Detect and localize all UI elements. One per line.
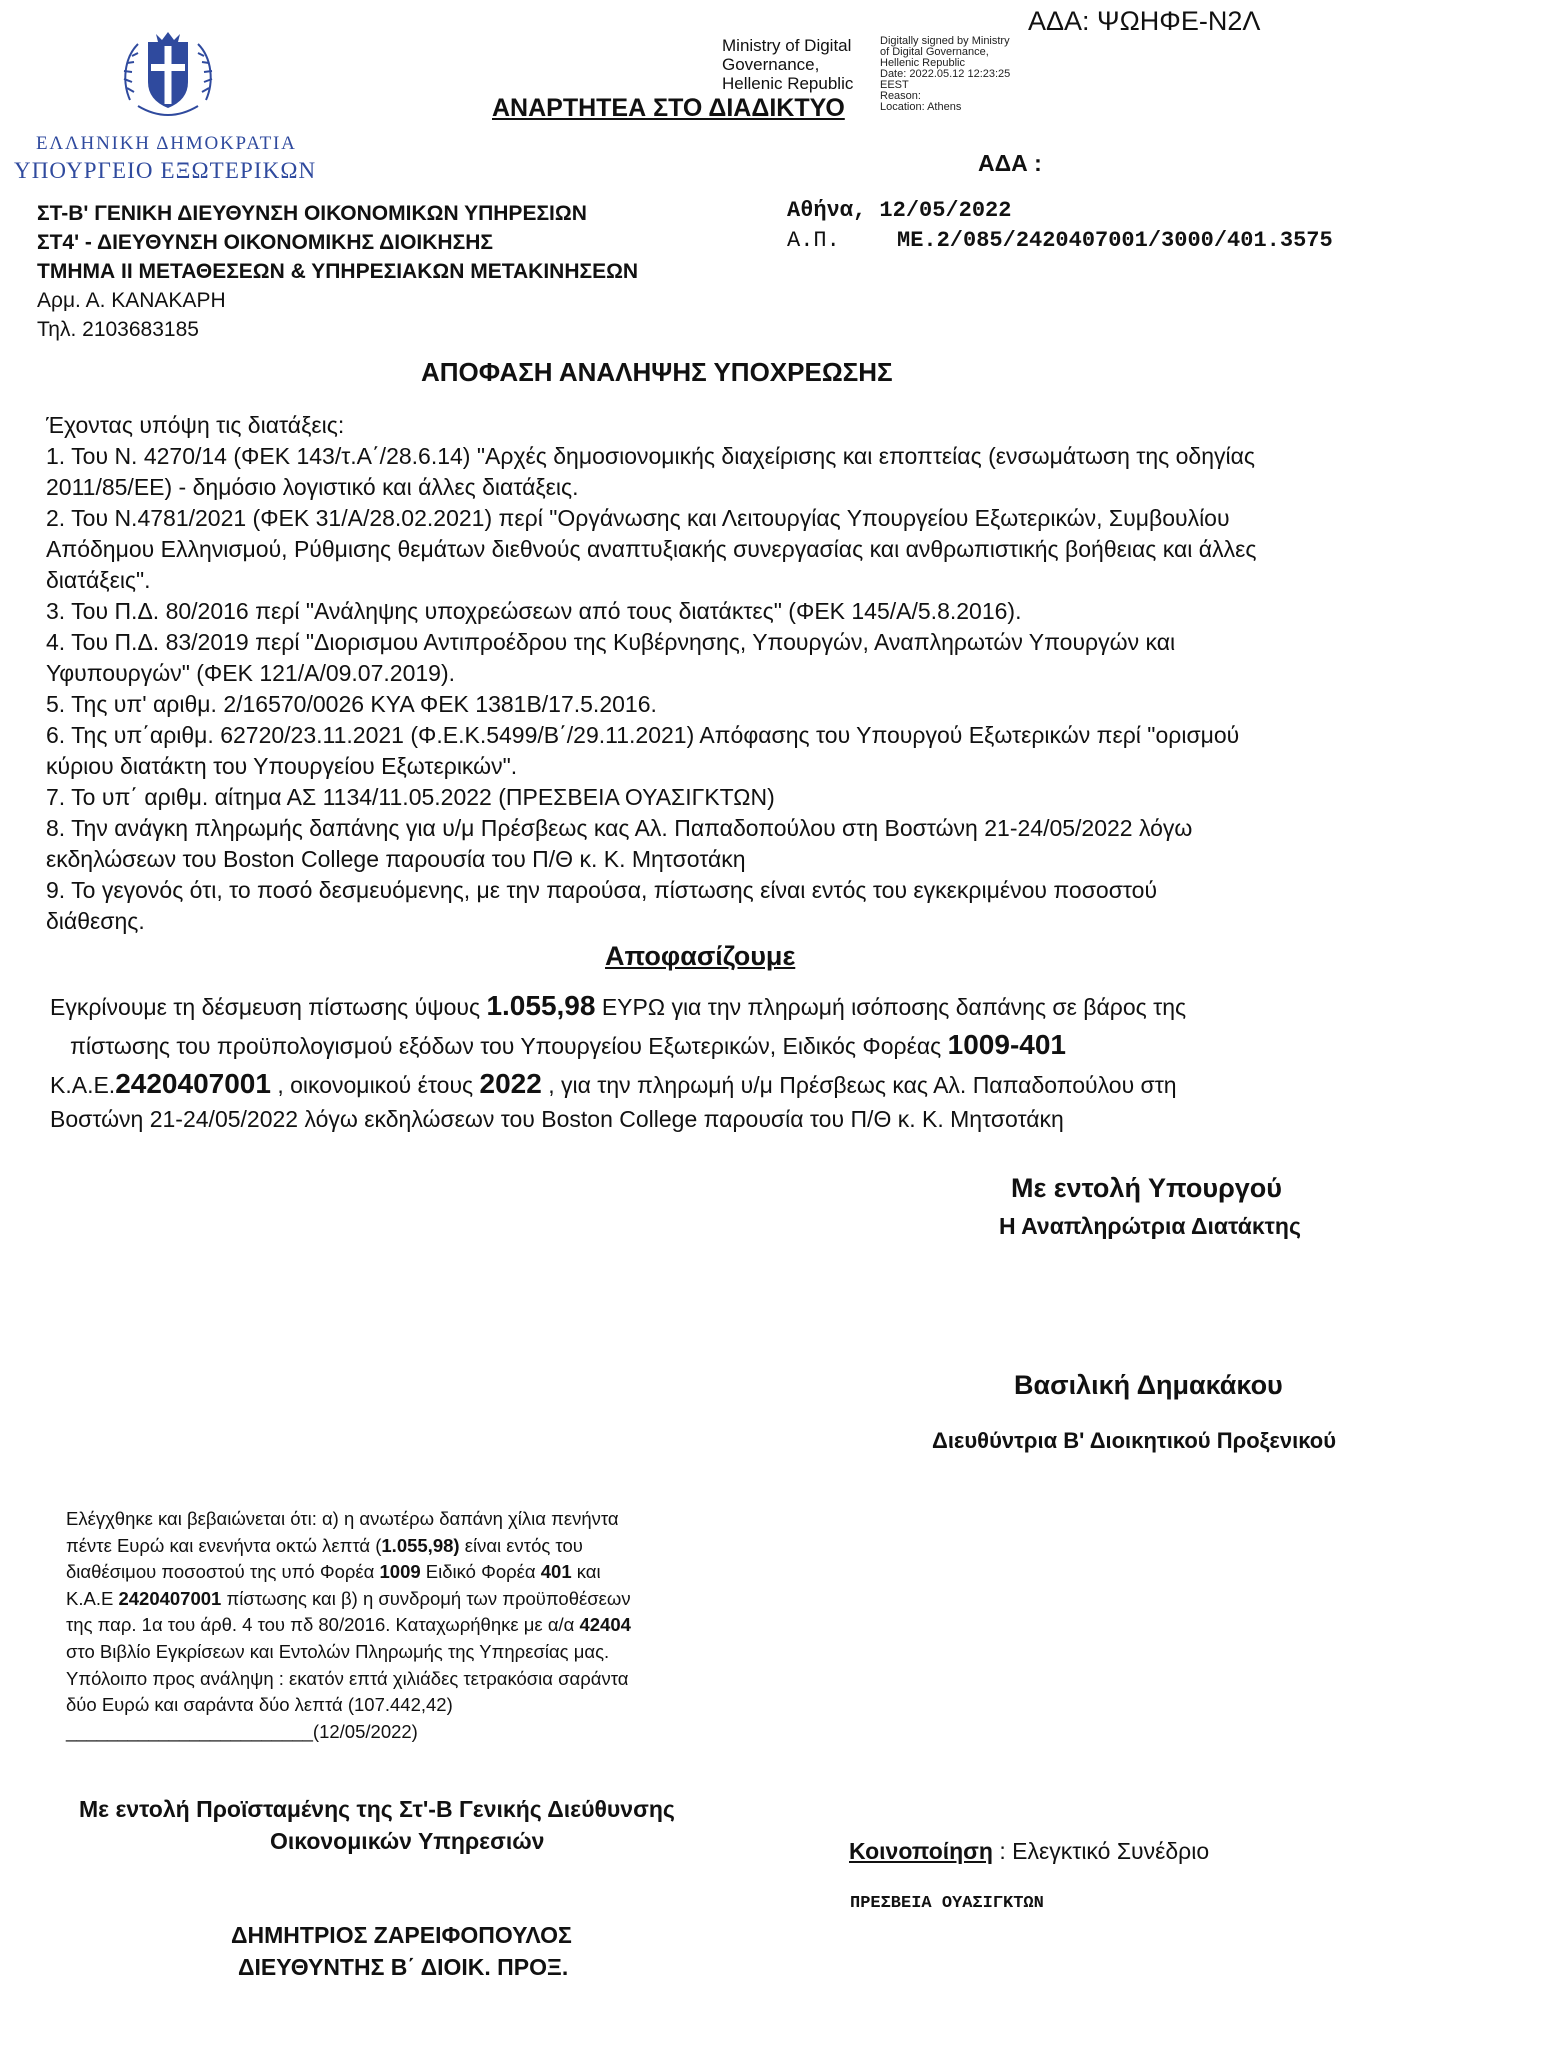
bottom-signer-name: ΔΗΜΗΤΡΙΟΣ ΖΑΡΕΙΦΟΠΟΥΛΟΣ: [231, 1922, 572, 1948]
considerations-intro: Έχοντας υπόψη τις διατάξεις:: [46, 412, 345, 438]
digital-signature-left: [722, 36, 853, 93]
consideration-line: 3. Του Π.Δ. 80/2016 περί "Ανάληψης υποχρεώσεων από τους διατάκτες" (ΦΕΚ 145/Α/5.8.2016).: [46, 598, 1022, 624]
signer-order: Με εντολή Υπουργού: [1011, 1173, 1283, 1203]
verification-line: Ελέγχθηκε και βεβαιώνεται ότι: α) η ανωτέρω δαπάνη χίλια πενήντα: [66, 1508, 619, 1529]
consideration-line: 8. Την ανάγκη πληρωμής δαπάνης για υ/μ Πρέσβεως κας Αλ. Παπαδοπούλου στη Βοστώνη 21-24/05/2022 λόγω: [46, 815, 1193, 841]
verification-line: διαθέσιμου ποσοστού της υπό Φορέα 1009 Ειδικό Φορέα 401 και: [66, 1561, 601, 1583]
coat-of-arms-icon: [118, 30, 218, 126]
consideration-line: κύριου διατάκτη του Υπουργείου Εξωτερικών".: [46, 753, 518, 779]
consideration-line: Υφυπουργών" (ΦΕΚ 121/Α/09.07.2019).: [46, 660, 455, 686]
emblem-line2: ΥΠΟΥΡΓΕΙΟ ΕΞΩΤΕΡΙΚΩΝ: [14, 158, 317, 183]
distribution-cc: ΠΡΕΣΒΕΙΑ ΟΥΑΣΙΓΚΤΩΝ: [850, 1894, 1044, 1913]
sender-phone: Τηλ. 2103683185: [37, 318, 199, 341]
agency-code: 1009-401: [947, 1029, 1066, 1060]
signature-detail: of Digital Governance,: [880, 46, 989, 58]
verification-line: Υπόλοιπο προς ανάληψη : εκατόν επτά χιλιάδες τετρακόσια σαράντα: [66, 1667, 629, 1689]
protocol-number: ΜΕ.2/085/2420407001/3000/401.3575: [897, 228, 1333, 253]
consideration-line: Απόδημου Ελληνισμού, Ρύθμισης θεμάτων διεθνούς αναπτυξιακής συνεργασίας και ανθρωπιστικής βοήθειας και άλλες: [46, 536, 1257, 562]
consideration-line: 9. Το γεγονός ότι, το ποσό δεσμευόμενης, με την παρούσα, πίστωσης είναι εντός του εγκεκριμένου ποσοστού: [46, 877, 1158, 903]
verification-line: Κ.Α.Ε 2420407001 πίστωσης και β) η συνδρομή των προϋποθέσεων: [66, 1587, 631, 1609]
sender-department: ΤΜΗΜΑ ΙΙ ΜΕΤΑΘΕΣΕΩΝ & ΥΠΗΡΕΣΙΑΚΩΝ ΜΕΤΑΚΙΝΗΣΕΩΝ: [37, 260, 639, 283]
publish-header: ΑΝΑΡΤΗΤΕΑ ΣΤΟ ΔΙΑΔΙΚΤΥΟ: [492, 94, 845, 122]
verification-note: [66, 1506, 631, 1745]
distribution: Κοινοποίηση : Ελεγκτικό Συνέδριο: [849, 1838, 1210, 1864]
signer-role: Η Αναπληρώτρια Διατάκτης: [999, 1213, 1301, 1239]
signature-detail: Location: Athens: [880, 101, 962, 113]
ada-label: ΑΔΑ :: [978, 150, 1042, 176]
ada-top: ΑΔΑ: ΨΩΗΦΕ-Ν2Λ: [1028, 6, 1261, 36]
decision-line: πίστωσης του προϋπολογισμού εξόδων του Υπουργείου Εξωτερικών, Ειδικός Φορέας 1009-401: [70, 1029, 1066, 1060]
decision-line: Κ.Α.Ε.2420407001 , οικονομικού έτους 2022 , για την πληρωμή υ/μ Πρέσβεως κας Αλ. Παπαδοπούλου στη: [50, 1068, 1177, 1099]
consideration-line: 2. Του Ν.4781/2021 (ΦΕΚ 31/Α/28.02.2021) περί "Οργάνωσης και Λειτουργίας Υπουργείου Εξωτερικών, Συμβουλίου: [46, 505, 1230, 531]
verification-line: στο Βιβλίο Εγκρίσεων και Εντολών Πληρωμής της Υπηρεσίας μας.: [66, 1640, 610, 1662]
digital-signature-right: [880, 36, 1010, 113]
approved-amount: 1.055,98: [486, 990, 596, 1021]
decision-paragraph: [50, 987, 1186, 1134]
distribution-label: Κοινοποίηση: [849, 1838, 993, 1864]
bottom-signer-order: Με εντολή Προϊσταμένης της Στ'-Β Γενικής Διεύθυνσης: [79, 1796, 675, 1822]
consideration-line: εκδηλώσεων του Boston College παρουσία του Π/Θ κ. Κ. Μητσοτάκη: [46, 846, 746, 872]
signer-position: Διευθύντρια Β' Διοικητικού Προξενικού: [932, 1428, 1337, 1453]
bottom-signer-office: Οικονομικών Υπηρεσιών: [270, 1828, 545, 1854]
consideration-line: 5. Της υπ' αριθμ. 2/16570/0026 ΚΥΑ ΦΕΚ 1381Β/17.5.2016.: [46, 691, 657, 717]
consideration-line: 6. Της υπ΄αριθμ. 62720/23.11.2021 (Φ.Ε.Κ.5499/Β΄/29.11.2021) Απόφασης του Υπουργού Εξωτερικών περί "ορισμού: [46, 722, 1240, 748]
sender-block: [37, 199, 638, 344]
verification-line: ________________________(12/05/2022): [66, 1720, 418, 1742]
consideration-line: διατάξεις".: [46, 567, 151, 593]
verification-line: δύο Ευρώ και σαράντα δύο λεπτά (107.442,42): [66, 1694, 453, 1716]
consideration-line: 2011/85/ΕΕ) - δημόσιο λογιστικό και άλλες διατάξεις.: [46, 474, 579, 500]
decision-line: Εγκρίνουμε τη δέσμευση πίστωσης ύψους 1.055,98 ΕΥΡΩ για την πληρωμή ισόποσης δαπάνης σε βάρος της: [50, 990, 1187, 1021]
verification-line: πέντε Ευρώ και ενενήντα οκτώ λεπτά (1.055,98) είναι εντός του: [66, 1534, 583, 1556]
bottom-signer-title: ΔΙΕΥΘΥΝΤΗΣ Β΄ ΔΙΟΙΚ. ΠΡΟΞ.: [238, 1954, 569, 1980]
consideration-line: 4. Του Π.Δ. 83/2019 περί "Διορισμου Αντιπροέδρου της Κυβέρνησης, Υπουργών, Αναπληρωτών Υπουργών και: [46, 629, 1176, 655]
signature-detail: EEST: [880, 79, 909, 91]
fiscal-year: 2022: [479, 1068, 542, 1099]
sender-general-directorate: ΣΤ-Β' ΓΕΝΙΚΗ ΔΙΕΥΘΥΝΣΗ ΟΙΚΟΝΟΜΙΚΩΝ ΥΠΗΡΕΣΙΩΝ: [37, 202, 587, 225]
sender-directorate: ΣΤ4' - ΔΙΕΥΘΥΝΣΗ ΟΙΚΟΝΟΜΙΚΗΣ ΔΙΟΙΚΗΣΗΣ: [37, 231, 493, 254]
signature-line: Governance,: [722, 55, 820, 74]
page-title: ΑΠΟΦΑΣΗ ΑΝΑΛΗΨΗΣ ΥΠΟΧΡΕΩΣΗΣ: [421, 357, 893, 387]
kae-code: 2420407001: [115, 1068, 271, 1099]
sender-officer: Αρμ. Α. ΚΑΝΑΚΑΡΗ: [37, 289, 226, 312]
considerations: [46, 410, 1446, 937]
signature-detail: Digitally signed by Ministry: [880, 35, 1010, 47]
signature-line: Hellenic Republic: [722, 74, 854, 93]
decision-heading: Αποφασίζουμε: [605, 941, 796, 971]
emblem-line1: ΕΛΛΗΝΙΚΗ ΔΗΜΟΚΡΑΤΙΑ: [36, 133, 297, 154]
decision-line: Βοστώνη 21-24/05/2022 λόγω εκδηλώσεων του Boston College παρουσία του Π/Θ κ. Κ. Μητσοτάκη: [50, 1106, 1064, 1132]
signature-detail: Date: 2022.05.12 12:23:25: [880, 68, 1011, 80]
consideration-line: διάθεσης.: [46, 908, 145, 934]
consideration-line: 7. Το υπ΄ αριθμ. αίτημα ΑΣ 1134/11.05.2022 (ΠΡΕΣΒΕΙΑ ΟΥΑΣΙΓΚΤΩΝ): [46, 784, 775, 810]
consideration-line: 1. Του Ν. 4270/14 (ΦΕΚ 143/τ.Α΄/28.6.14) "Αρχές δημοσιονομικής διαχείρισης και εποπτείας (ενσωμάτωση της οδηγίας: [46, 443, 1256, 469]
signature-detail: Reason:: [880, 90, 921, 102]
date-line: Αθήνα, 12/05/2022: [787, 198, 1012, 223]
signature-line: Ministry of Digital: [722, 36, 852, 55]
signature-detail: Hellenic Republic: [880, 57, 965, 69]
greek-emblem-logo: [118, 30, 218, 126]
distribution-recipient: Ελεγκτικό Συνέδριο: [1012, 1838, 1210, 1864]
signer-name: Βασιλική Δημακάκου: [1014, 1370, 1283, 1400]
protocol-label: Α.Π.: [787, 228, 840, 253]
verification-line: της παρ. 1α του άρθ. 4 του πδ 80/2016. Καταχωρήθηκε με α/α 42404: [66, 1614, 631, 1636]
